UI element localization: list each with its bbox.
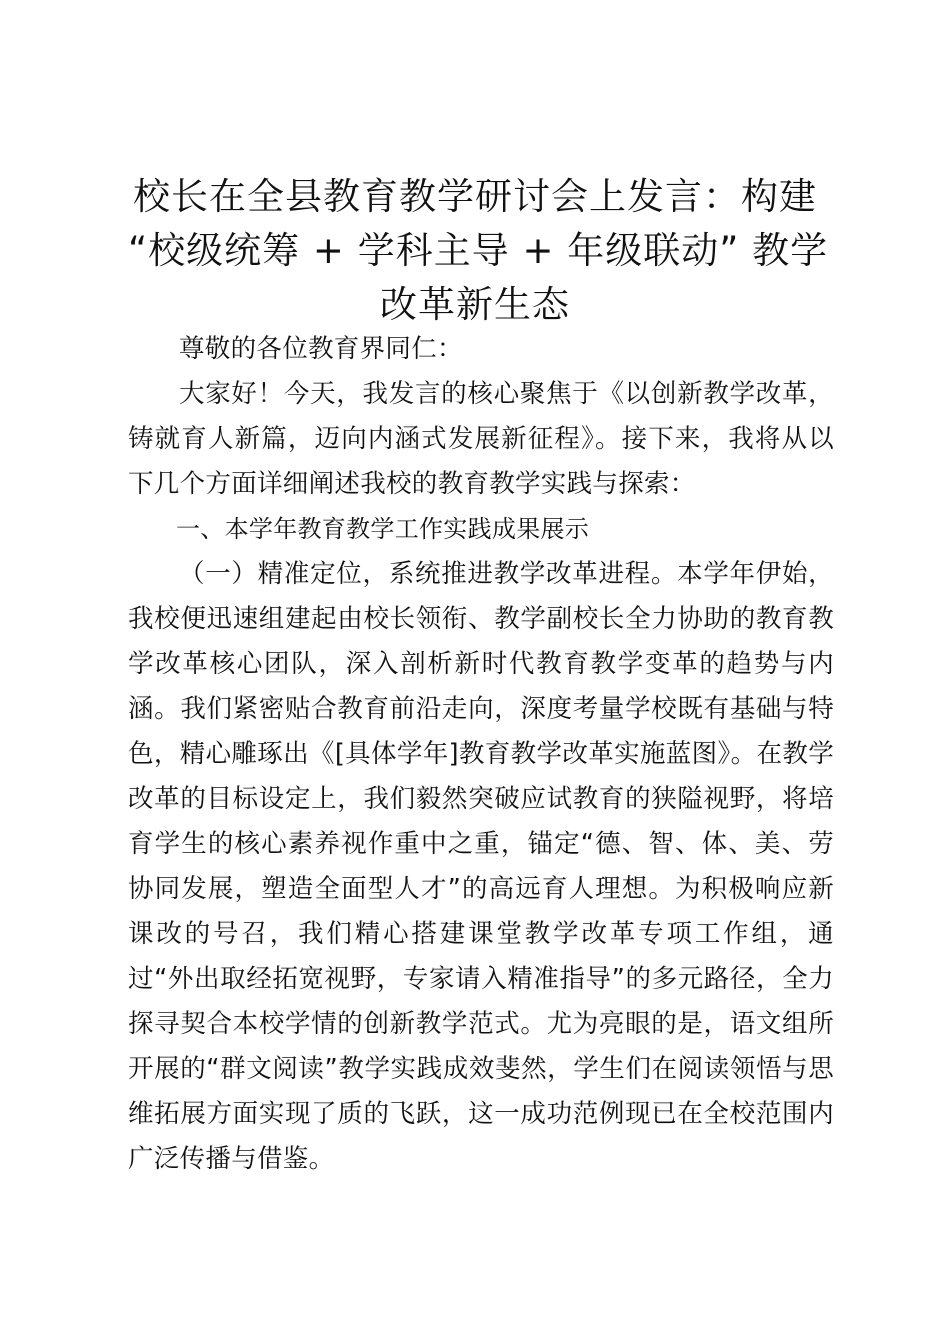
title-line-1: 校长在全县教育教学研讨会上发言：构建 <box>133 175 817 218</box>
body-paragraph: （一）精准定位，系统推进教学改革进程。本学年伊始，我校便迅速组建起由校长领衔、教学副校长全力协助的教育教学改革核心团队，深入剖析新时代教育教学变革的趋势与内涵。我们紧密贴合教育前沿走向，深度考量学校既有基础与特色，精心雕琢出《[具体学年]教育教学改革实施蓝图》。在教学改革的目标设定上，我们毅然突破应试教育的狭隘视野，将培育学生的核心素养视作重中之重，锚定“德、智、体、美、劳协同发展，塑造全面型人才”的高远育人理想。为积极响应新课改的号召，我们精心搭建课堂教学改革专项工作组，通过“外出取经拓宽视野，专家请入精准指导”的多元路径，全力探寻契合本校学情的创新教学范式。尤为亮眼的是，语文组所开展的“群文阅读”教学实践成效斐然，学生们在阅读领悟与思维拓展方面实现了质的飞跃，这一成功范例现已在全校范围内广泛传播与借鉴。 <box>128 559 834 1174</box>
title-line-2: “校级统筹 + 学科主导 + 年级联动” 教学 <box>128 229 829 272</box>
title-line-3: 改革新生态 <box>380 283 570 326</box>
document-body <box>128 327 834 1182</box>
intro-paragraph: 大家好！今天，我发言的核心聚焦于《以创新教学改革，铸就育人新篇，迈向内涵式发展新征程》。接下来，我将从以下几个方面详细阐述我校的教育教学实践与探索： <box>128 379 834 499</box>
document-title <box>128 170 829 332</box>
section-heading: 一、本学年教育教学工作实践成果展示 <box>176 515 590 543</box>
salutation: 尊敬的各位教育界同仁： <box>179 334 463 364</box>
